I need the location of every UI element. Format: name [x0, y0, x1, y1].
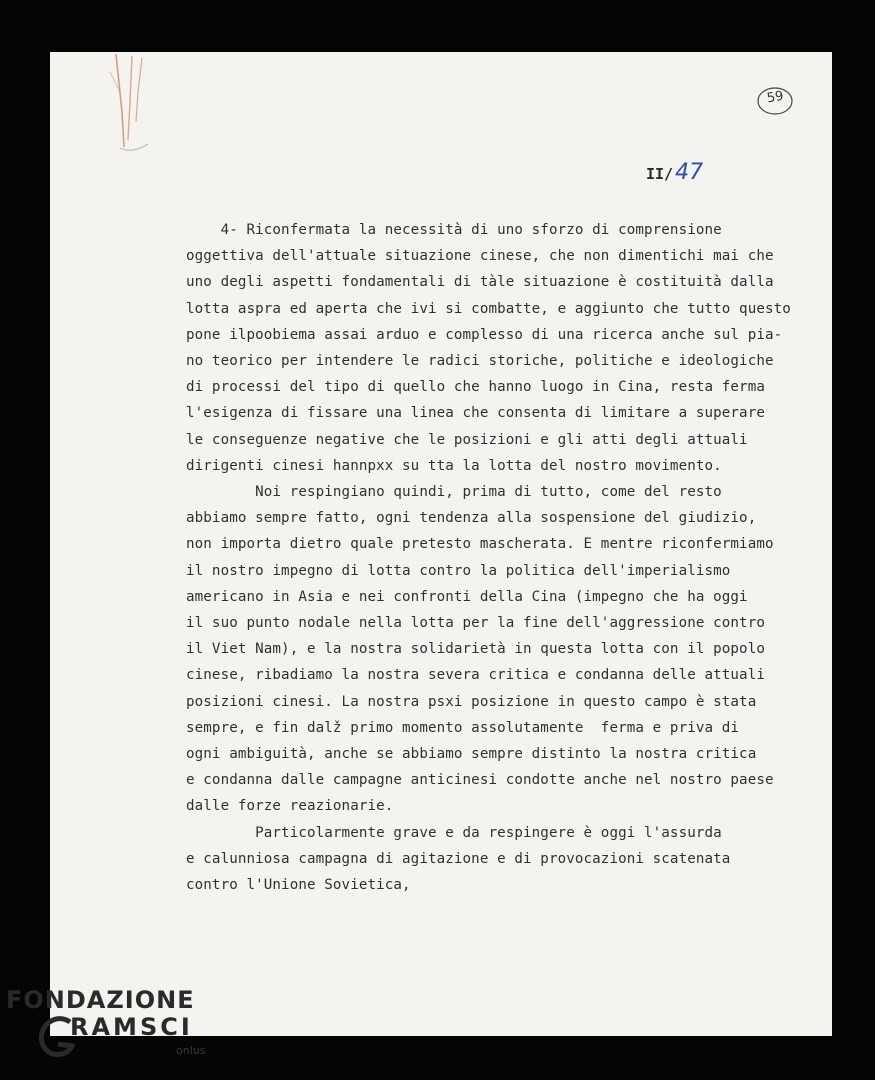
document-page — [50, 52, 832, 1036]
page-number — [646, 160, 703, 185]
text-line: Noi respingiano quindi, prima di tutto, come del resto — [186, 484, 722, 501]
text-line: e condanna dalle campagne anticinesi condotte anche nel nostro paese — [186, 772, 774, 789]
text-line: contro l'Unione Sovietica, — [186, 877, 411, 894]
watermark-line2: RAMSCI — [70, 1013, 193, 1041]
text-line: il Viet Nam), e la nostra solidarietà in questa lotta con il popolo — [186, 641, 765, 658]
text-line: oggettiva dell'attuale situazione cinese, che non dimentichi mai che — [186, 248, 774, 265]
text-line: e calunniosa campagna di agitazione e di provocazioni scatenata — [186, 850, 731, 867]
text-line: dalle forze reazionarie. — [186, 798, 394, 815]
text-line: non importa dietro quale pretesto mascherata. E mentre riconfermiamo — [186, 536, 774, 553]
text-line: 4- Riconfermata la necessità di uno sforzo di comprensione — [186, 222, 722, 238]
text-line: posizioni cinesi. La nostra psxi posizione in questo campo è stata — [186, 693, 757, 710]
folio-number: 59 — [765, 88, 785, 107]
text-line: sempre, e fin dalž primo momento assolutamente ferma e priva di — [186, 719, 740, 736]
text-line: Particolarmente grave e da respingere è oggi l'assurda — [186, 824, 722, 841]
text-line: ogni ambiguità, anche se abbiamo sempre distinto la nostra critica — [186, 746, 757, 763]
document-body — [186, 217, 826, 898]
text-line: americano in Asia e nei confronti della Cina (impegno che ha oggi — [186, 588, 748, 605]
watermark-line3: onlus — [176, 1044, 206, 1057]
text-line: abbiamo sempre fatto, ogni tendenza alla sospensione del giudizio, — [186, 510, 757, 527]
text-line: l'esigenza di fissare una linea che consenta di limitare a superare — [186, 405, 765, 422]
text-line: cinese, ribadiamo la nostra severa critica e condanna delle attuali — [186, 667, 765, 684]
text-line: dirigenti cinesi hannpxx su tta la lotta del nostro movimento. — [186, 457, 722, 474]
text-line: il suo punto nodale nella lotta per la fine dell'aggressione contro — [186, 615, 765, 632]
page-number-typed: II/ — [646, 165, 674, 183]
paragraph — [186, 479, 826, 820]
watermark-line1: FONDAZIONE — [6, 986, 195, 1014]
paragraph — [186, 217, 826, 479]
page-number-handwritten: 47 — [675, 160, 704, 185]
paper-stain-marks — [102, 52, 162, 162]
text-line: uno degli aspetti fondamentali di tàle situazione è costituità dalla — [186, 274, 774, 291]
fondazione-gramsci-watermark — [6, 986, 216, 1076]
text-line: pone ilpoobiema assai arduo e complesso di una ricerca anche sul pia- — [186, 326, 783, 343]
text-line: lotta aspra ed aperta che ivi si combatte, e aggiunto che tutto questo — [186, 300, 791, 317]
paragraph — [186, 820, 826, 899]
text-line: no teorico per intendere le radici storiche, politiche e ideologiche — [186, 353, 774, 370]
text-line: di processi del tipo di quello che hanno luogo in Cina, resta ferma — [186, 379, 765, 396]
text-line: le conseguenze negative che le posizioni e gli atti degli attuali — [186, 431, 748, 448]
text-line: il nostro impegno di lotta contro la politica dell'imperialismo — [186, 562, 731, 579]
